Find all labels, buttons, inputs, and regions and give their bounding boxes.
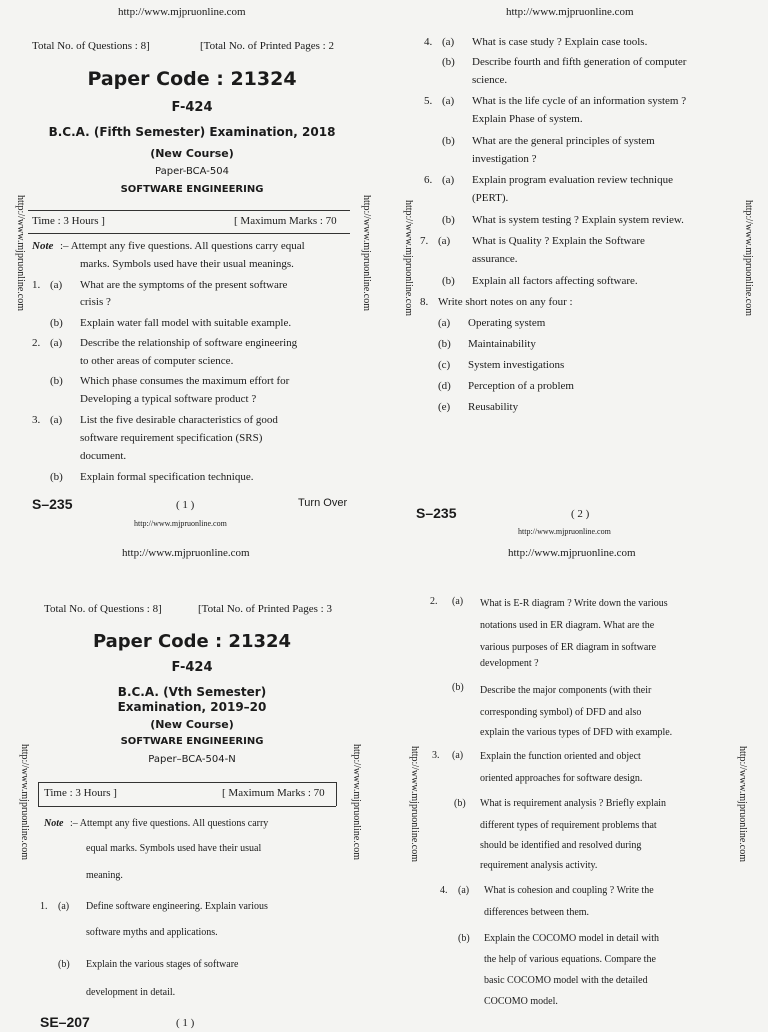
page-bottom-url: http://www.mjpruonline.com bbox=[518, 527, 611, 536]
question-text: Explain the various stages of software bbox=[86, 959, 239, 970]
question-text: List the five desirable characteristics of good bbox=[80, 414, 278, 426]
question-text: What is Quality ? Explain the Software bbox=[472, 235, 645, 247]
sub-label: (a) bbox=[442, 174, 455, 186]
total-questions: Total No. of Questions : 8] bbox=[44, 603, 162, 615]
list-item: Operating system bbox=[468, 317, 546, 329]
note-text: marks. Symbols used have their usual meanings. bbox=[80, 258, 294, 270]
question-text: differences between them. bbox=[484, 907, 590, 918]
question-number: 7. bbox=[420, 235, 429, 247]
exam-title: B.C.A. (Vth Semester) bbox=[117, 685, 267, 699]
question-number: 6. bbox=[424, 174, 433, 186]
question-text: oriented approaches for software design. bbox=[480, 773, 643, 784]
note-text: :– Attempt any five questions. All questions carry equal bbox=[60, 240, 305, 252]
paper-label: Paper–BCA-504-N bbox=[148, 754, 236, 765]
question-number: 3. bbox=[432, 750, 440, 761]
sub-label: (a) bbox=[452, 596, 464, 607]
time-label: Time : 3 Hours ] bbox=[44, 787, 117, 799]
question-text: What are the general principles of system bbox=[472, 135, 655, 147]
sub-label: (b) bbox=[442, 56, 455, 68]
paper-label: Paper-BCA-504 bbox=[155, 166, 229, 177]
sub-label: (b) bbox=[442, 275, 455, 287]
question-text: development ? bbox=[480, 658, 539, 669]
footer-code: S–235 bbox=[32, 496, 73, 512]
list-item-label: (b) bbox=[438, 338, 451, 350]
exam-code: F-424 bbox=[171, 660, 213, 675]
side-url-left: http://www.mjpruonline.com bbox=[409, 746, 420, 863]
list-item: System investigations bbox=[468, 359, 565, 371]
question-number: 5. bbox=[424, 95, 433, 107]
question-text: development in detail. bbox=[86, 987, 176, 998]
question-text: Developing a typical software product ? bbox=[80, 393, 257, 405]
question-text: Describe the major components (with their bbox=[480, 685, 652, 696]
list-item-label: (c) bbox=[438, 359, 451, 371]
question-text: What is requirement analysis ? Briefly explain bbox=[480, 798, 667, 809]
total-pages: [Total No. of Printed Pages : 3 bbox=[198, 603, 332, 615]
side-url-left: http://www.mjpruonline.com bbox=[19, 744, 30, 861]
page-number: ( 1 ) bbox=[176, 499, 195, 511]
note-label: Note bbox=[44, 818, 64, 829]
exam-code: F-424 bbox=[171, 100, 213, 115]
list-item-label: (e) bbox=[438, 401, 451, 413]
question-number: 1. bbox=[40, 901, 48, 912]
question-text: Explain the COCOMO model in detail with bbox=[484, 933, 659, 944]
question-text: Describe fourth and fifth generation of computer bbox=[472, 56, 687, 68]
question-text: COCOMO model. bbox=[484, 996, 558, 1007]
note-text: :– Attempt any five questions. All questions carry bbox=[70, 818, 269, 829]
sub-label: (b) bbox=[50, 317, 63, 329]
subject-label: SOFTWARE ENGINEERING bbox=[120, 184, 264, 195]
header-rule-top bbox=[38, 782, 336, 783]
list-item: Maintainability bbox=[468, 338, 536, 350]
side-url-left: http://www.mjpruonline.com bbox=[403, 200, 414, 317]
footer-code: SE–207 bbox=[40, 1014, 90, 1030]
header-rule-top bbox=[28, 210, 350, 211]
sub-label: (a) bbox=[442, 95, 455, 107]
exam-title: B.C.A. (Fifth Semester) Examination, 2018 bbox=[48, 125, 336, 139]
question-text: different types of requirement problems that bbox=[480, 820, 657, 831]
note-label: Note bbox=[32, 240, 54, 252]
sub-label: (b) bbox=[458, 933, 470, 944]
paper-code: Paper Code : 21324 bbox=[87, 68, 297, 90]
sub-label: (b) bbox=[442, 214, 455, 226]
question-text: basic COCOMO model with the detailed bbox=[484, 975, 648, 986]
question-text: assurance. bbox=[472, 253, 518, 265]
exam-page-2 bbox=[384, 0, 768, 521]
course-label: (New Course) bbox=[150, 147, 234, 160]
sub-label: (a) bbox=[58, 901, 70, 912]
box-right-border bbox=[336, 782, 337, 806]
sub-label: (a) bbox=[458, 885, 470, 896]
question-number: 2. bbox=[430, 596, 438, 607]
question-text: What are the symptoms of the present software bbox=[80, 279, 288, 291]
box-left-border bbox=[38, 782, 39, 806]
question-text: corresponding symbol) of DFD and also bbox=[480, 707, 642, 718]
page-header-url: http://www.mjpruonline.com bbox=[122, 547, 250, 559]
question-text: requirement analysis activity. bbox=[480, 860, 598, 871]
page-header-url: http://www.mjpruonline.com bbox=[506, 6, 634, 18]
side-url-right: http://www.mjpruonline.com bbox=[743, 200, 754, 317]
question-text: Explain program evaluation review technique bbox=[472, 174, 673, 186]
page-header-url: http://www.mjpruonline.com bbox=[508, 547, 636, 559]
sub-label: (a) bbox=[50, 279, 63, 291]
footer-code: S–235 bbox=[416, 505, 457, 521]
sub-label: (a) bbox=[438, 235, 451, 247]
question-text: Explain formal specification technique. bbox=[80, 471, 254, 483]
side-url-right: http://www.mjpruonline.com bbox=[351, 744, 362, 861]
exam-page-1 bbox=[0, 0, 384, 512]
question-text: science. bbox=[472, 74, 508, 86]
sub-label: (a) bbox=[452, 750, 464, 761]
note-text: equal marks. Symbols used have their usual bbox=[86, 843, 262, 854]
sub-label: (b) bbox=[442, 135, 455, 147]
question-text: Explain water fall model with suitable example. bbox=[80, 317, 292, 329]
question-text: should be identified and resolved during bbox=[480, 840, 642, 851]
max-marks: [ Maximum Marks : 70 bbox=[234, 215, 337, 227]
question-text: Which phase consumes the maximum effort for bbox=[80, 375, 290, 387]
list-item-label: (d) bbox=[438, 380, 451, 392]
header-rule-bottom bbox=[38, 806, 336, 807]
question-text: Explain the function oriented and object bbox=[480, 751, 641, 762]
sub-label: (b) bbox=[454, 798, 466, 809]
question-text: to other areas of computer science. bbox=[80, 355, 234, 367]
side-url-right: http://www.mjpruonline.com bbox=[361, 195, 372, 312]
question-text: Define software engineering. Explain various bbox=[86, 901, 268, 912]
question-text: software requirement specification (SRS) bbox=[80, 432, 263, 444]
course-label: (New Course) bbox=[150, 718, 234, 731]
question-text: software myths and applications. bbox=[86, 927, 218, 938]
sub-label: (b) bbox=[452, 682, 464, 693]
total-questions: Total No. of Questions : 8] bbox=[32, 40, 150, 52]
exam-title: Examination, 2019–20 bbox=[117, 700, 267, 714]
question-number: 8. bbox=[420, 296, 429, 308]
question-text: notations used in ER diagram. What are the bbox=[480, 620, 655, 631]
page-header-url: http://www.mjpruonline.com bbox=[118, 6, 246, 18]
side-url-left: http://www.mjpruonline.com bbox=[15, 195, 26, 312]
exam-page-3 bbox=[0, 560, 384, 1030]
paper-code: Paper Code : 21324 bbox=[92, 631, 292, 652]
question-text: What is system testing ? Explain system review. bbox=[472, 214, 684, 226]
total-pages: [Total No. of Printed Pages : 2 bbox=[200, 40, 334, 52]
header-rule-bottom bbox=[28, 233, 350, 234]
question-number: 3. bbox=[32, 414, 41, 426]
question-text: Explain all factors affecting software. bbox=[472, 275, 638, 287]
question-text: investigation ? bbox=[472, 153, 537, 165]
max-marks: [ Maximum Marks : 70 bbox=[222, 787, 325, 799]
subject-label: SOFTWARE ENGINEERING bbox=[120, 736, 264, 747]
question-number: 4. bbox=[424, 36, 433, 48]
list-item-label: (a) bbox=[438, 317, 451, 329]
question-number: 2. bbox=[32, 337, 41, 349]
question-text: crisis ? bbox=[80, 296, 111, 308]
question-text: Explain Phase of system. bbox=[472, 113, 583, 125]
page-number: ( 1 ) bbox=[176, 1017, 195, 1029]
question-text: What is the life cycle of an information system ? bbox=[472, 95, 687, 107]
question-text: What is case study ? Explain case tools. bbox=[472, 36, 648, 48]
sub-label: (b) bbox=[50, 471, 63, 483]
question-text: What is cohesion and coupling ? Write the bbox=[484, 885, 654, 896]
question-text: various purposes of ER diagram in software bbox=[480, 642, 657, 653]
sub-label: (b) bbox=[58, 959, 70, 970]
page-number: ( 2 ) bbox=[571, 508, 590, 520]
time-label: Time : 3 Hours ] bbox=[32, 215, 105, 227]
question-text: document. bbox=[80, 450, 127, 462]
page-bottom-url: http://www.mjpruonline.com bbox=[134, 519, 227, 528]
question-text: explain the various types of DFD with example. bbox=[480, 727, 673, 738]
list-item: Perception of a problem bbox=[468, 380, 574, 392]
turn-over: Turn Over bbox=[298, 497, 348, 509]
question-text: What is E-R diagram ? Write down the various bbox=[480, 598, 668, 609]
note-text: meaning. bbox=[86, 870, 123, 881]
question-text: the help of various equations. Compare the bbox=[484, 954, 656, 965]
side-url-right: http://www.mjpruonline.com bbox=[737, 746, 748, 863]
question-number: 1. bbox=[32, 279, 41, 291]
question-text: (PERT). bbox=[472, 192, 509, 204]
list-item: Reusability bbox=[468, 401, 519, 413]
question-number: 4. bbox=[440, 885, 448, 896]
sub-label: (b) bbox=[50, 375, 63, 387]
question-text: Write short notes on any four : bbox=[438, 296, 573, 308]
exam-page-4 bbox=[384, 560, 768, 1024]
question-text: Describe the relationship of software engineering bbox=[80, 337, 298, 349]
sub-label: (a) bbox=[442, 36, 455, 48]
sub-label: (a) bbox=[50, 414, 63, 426]
sub-label: (a) bbox=[50, 337, 63, 349]
